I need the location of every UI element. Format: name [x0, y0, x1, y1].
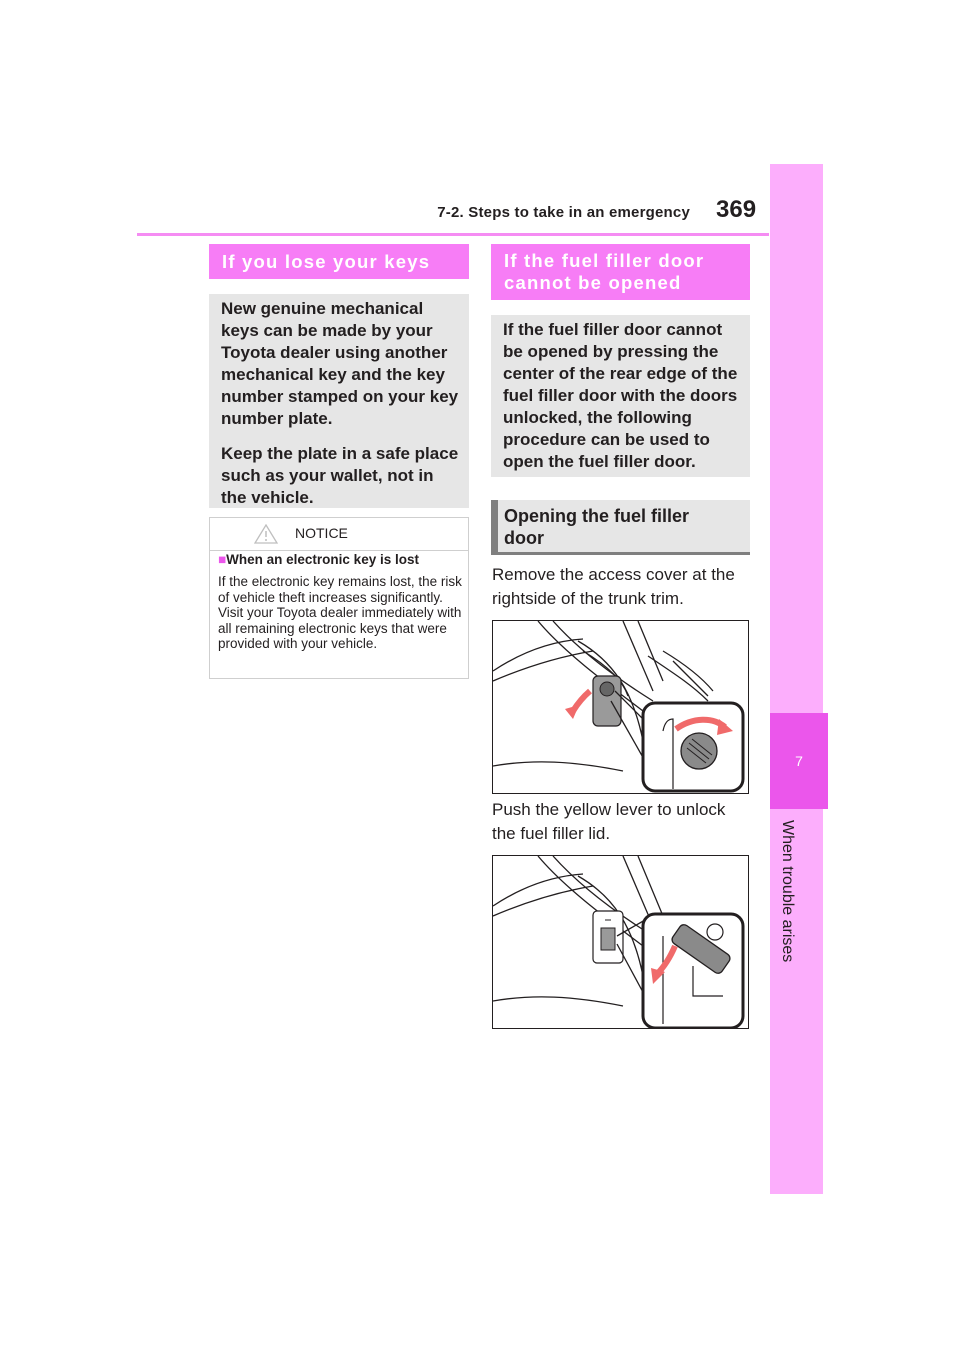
notice-title: When an electronic key is lost: [226, 552, 419, 567]
info-paragraph-2: Keep the plate in a safe place such as your wallet, not in the vehicle.: [221, 444, 459, 507]
subheading-opening-door: Opening the fuel filler door: [491, 500, 750, 555]
step-1-text: Remove the access cover at the rightside of the trunk trim.: [492, 565, 735, 608]
notice-title-row: [218, 552, 419, 567]
fuel-info-paragraph: If the fuel filler door cannot be opened by pressing the center of the rear edge of the fuel filler door with the doors unlocked, the following procedure can be used to open the fuel filler door.: [503, 320, 738, 471]
info-box-lose-keys: [209, 294, 469, 508]
notice-header: [210, 518, 468, 551]
figure-yellow-lever: [492, 855, 749, 1029]
chapter-side-strip: [770, 164, 823, 1194]
chapter-number-tab[interactable]: [770, 713, 828, 809]
notice-box: [209, 517, 469, 679]
section-title: 7-2. Steps to take in an emergency: [437, 204, 690, 221]
heading-lose-keys: If you lose your keys: [209, 244, 469, 279]
fuel-lever-illustration: [493, 856, 748, 1028]
warning-icon: [254, 524, 278, 544]
notice-label: NOTICE: [295, 525, 348, 541]
square-bullet-icon: ■: [218, 552, 227, 567]
header-rule: [137, 233, 769, 236]
chapter-number: 7: [795, 753, 803, 769]
chapter-title: When trouble arises: [779, 820, 796, 963]
notice-body: If the electronic key remains lost, the risk of vehicle theft increases significantly. Visit your Toyota dealer immediately with all remaining electronic keys that were provided with your vehicle.: [218, 574, 462, 651]
info-paragraph-1: New genuine mechanical keys can be made by your Toyota dealer using another mechanical key and the key number stamped on your key number plate.: [221, 299, 459, 428]
page-number: 369: [716, 196, 757, 223]
figure-access-cover: [492, 620, 749, 794]
heading-fuel-door: If the fuel filler door cannot be opened: [491, 244, 750, 300]
info-box-fuel-door: [491, 315, 750, 477]
trunk-access-cover-illustration: [493, 621, 748, 793]
step-2-text: Push the yellow lever to unlock the fuel filler lid.: [492, 800, 726, 843]
